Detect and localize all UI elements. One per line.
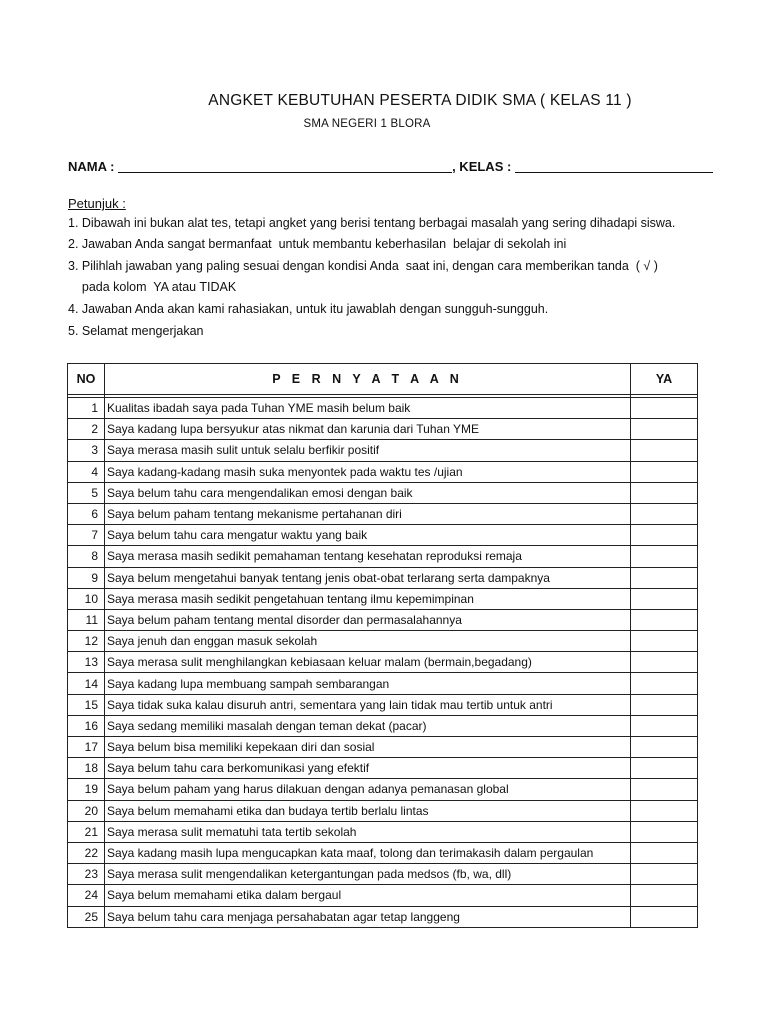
- row-statement: Saya belum memahami etika dalam bergaul: [105, 885, 631, 906]
- table-row: [68, 461, 698, 482]
- table-row: [68, 503, 698, 524]
- identity-row: [68, 159, 708, 174]
- table-row: [68, 631, 698, 652]
- ya-answer-cell[interactable]: [631, 652, 698, 673]
- table-row: [68, 567, 698, 588]
- table-row: [68, 864, 698, 885]
- table-row: [68, 673, 698, 694]
- table-row: [68, 398, 698, 419]
- table-row: [68, 694, 698, 715]
- row-statement: Saya belum paham yang harus dilakuan dengan adanya pemanasan global: [105, 779, 631, 800]
- table-row: [68, 715, 698, 736]
- ya-answer-cell[interactable]: [631, 546, 698, 567]
- row-number: 21: [68, 821, 105, 842]
- table-header-row: [68, 364, 698, 395]
- ya-answer-cell[interactable]: [631, 673, 698, 694]
- kelas-label: , KELAS :: [452, 159, 515, 174]
- row-statement: Saya kadang-kadang masih suka menyontek pada waktu tes /ujian: [105, 461, 631, 482]
- row-statement: Saya kadang masih lupa mengucapkan kata maaf, tolong dan terimakasih dalam pergaulan: [105, 842, 631, 863]
- row-statement: Saya belum mengetahui banyak tentang jenis obat-obat terlarang serta dampaknya: [105, 567, 631, 588]
- row-number: 17: [68, 737, 105, 758]
- row-statement: Saya jenuh dan enggan masuk sekolah: [105, 631, 631, 652]
- table-row: [68, 779, 698, 800]
- ya-answer-cell[interactable]: [631, 440, 698, 461]
- row-number: 13: [68, 652, 105, 673]
- row-statement: Saya belum memahami etika dan budaya tertib berlalu lintas: [105, 800, 631, 821]
- table-row: [68, 652, 698, 673]
- row-number: 9: [68, 567, 105, 588]
- ya-answer-cell[interactable]: [631, 842, 698, 863]
- table-row: [68, 737, 698, 758]
- row-number: 6: [68, 503, 105, 524]
- instruction-item: pada kolom YA atau TIDAK: [68, 280, 237, 294]
- instruction-item: 3. Pilihlah jawaban yang paling sesuai dengan kondisi Anda saat ini, dengan cara memberikan tanda ( √ ): [68, 259, 658, 273]
- row-number: 22: [68, 842, 105, 863]
- ya-answer-cell[interactable]: [631, 800, 698, 821]
- questionnaire-table: [67, 363, 698, 928]
- row-number: 11: [68, 609, 105, 630]
- row-statement: Saya kadang lupa membuang sampah sembarangan: [105, 673, 631, 694]
- table-row: [68, 821, 698, 842]
- row-statement: Saya belum tahu cara mengendalikan emosi dengan baik: [105, 482, 631, 503]
- table-row: [68, 525, 698, 546]
- ya-answer-cell[interactable]: [631, 419, 698, 440]
- row-number: 2: [68, 419, 105, 440]
- ya-answer-cell[interactable]: [631, 482, 698, 503]
- ya-answer-cell[interactable]: [631, 503, 698, 524]
- row-statement: Saya merasa masih sulit untuk selalu berfikir positif: [105, 440, 631, 461]
- ya-answer-cell[interactable]: [631, 694, 698, 715]
- row-statement: Saya merasa sulit mengendalikan ketergantungan pada medsos (fb, wa, dll): [105, 864, 631, 885]
- table-row: [68, 885, 698, 906]
- ya-answer-cell[interactable]: [631, 779, 698, 800]
- row-number: 8: [68, 546, 105, 567]
- table-row: [68, 482, 698, 503]
- table-row: [68, 842, 698, 863]
- row-number: 3: [68, 440, 105, 461]
- row-number: 16: [68, 715, 105, 736]
- nama-field[interactable]: [118, 160, 452, 173]
- row-number: 20: [68, 800, 105, 821]
- row-statement: Saya kadang lupa bersyukur atas nikmat dan karunia dari Tuhan YME: [105, 419, 631, 440]
- row-number: 14: [68, 673, 105, 694]
- table-row: [68, 440, 698, 461]
- ya-answer-cell[interactable]: [631, 461, 698, 482]
- row-number: 23: [68, 864, 105, 885]
- ya-answer-cell[interactable]: [631, 525, 698, 546]
- header-ya: YA: [631, 364, 698, 395]
- ya-answer-cell[interactable]: [631, 631, 698, 652]
- row-statement: Saya merasa masih sedikit pengetahuan tentang ilmu kepemimpinan: [105, 588, 631, 609]
- ya-answer-cell[interactable]: [631, 588, 698, 609]
- row-statement: Saya merasa sulit mematuhi tata tertib sekolah: [105, 821, 631, 842]
- row-statement: Saya belum tahu cara menjaga persahabatan agar tetap langgeng: [105, 906, 631, 927]
- row-number: 12: [68, 631, 105, 652]
- row-statement: Saya belum tahu cara mengatur waktu yang baik: [105, 525, 631, 546]
- row-statement: Saya belum paham tentang mental disorder dan permasalahannya: [105, 609, 631, 630]
- ya-answer-cell[interactable]: [631, 758, 698, 779]
- row-statement: Saya tidak suka kalau disuruh antri, sementara yang lain tidak mau tertib untuk antri: [105, 694, 631, 715]
- row-number: 24: [68, 885, 105, 906]
- row-statement: Saya sedang memiliki masalah dengan teman dekat (pacar): [105, 715, 631, 736]
- instructions-heading: Petunjuk :: [68, 196, 126, 211]
- table-row: [68, 546, 698, 567]
- row-statement: Saya belum paham tentang mekanisme pertahanan diri: [105, 503, 631, 524]
- row-number: 4: [68, 461, 105, 482]
- row-statement: Saya belum tahu cara berkomunikasi yang efektif: [105, 758, 631, 779]
- ya-answer-cell[interactable]: [631, 864, 698, 885]
- ya-answer-cell[interactable]: [631, 885, 698, 906]
- instruction-item: 5. Selamat mengerjakan: [68, 324, 204, 338]
- row-statement: Saya merasa sulit menghilangkan kebiasaan keluar malam (bermain,begadang): [105, 652, 631, 673]
- row-number: 1: [68, 398, 105, 419]
- table-row: [68, 800, 698, 821]
- row-number: 25: [68, 906, 105, 927]
- instruction-item: 2. Jawaban Anda sangat bermanfaat untuk membantu keberhasilan belajar di sekolah ini: [68, 237, 567, 251]
- row-number: 10: [68, 588, 105, 609]
- header-statement: P E R N Y A T A A N: [105, 364, 631, 395]
- page-title: ANGKET KEBUTUHAN PESERTA DIDIK SMA ( KELAS 11 ): [208, 92, 632, 109]
- table-row: [68, 906, 698, 927]
- row-statement: Saya belum bisa memiliki kepekaan diri dan sosial: [105, 737, 631, 758]
- row-number: 7: [68, 525, 105, 546]
- ya-answer-cell[interactable]: [631, 906, 698, 927]
- ya-answer-cell[interactable]: [631, 821, 698, 842]
- ya-answer-cell[interactable]: [631, 737, 698, 758]
- table-row: [68, 609, 698, 630]
- ya-answer-cell[interactable]: [631, 715, 698, 736]
- school-name: SMA NEGERI 1 BLORA: [303, 118, 431, 130]
- table-row: [68, 419, 698, 440]
- row-statement: Saya merasa masih sedikit pemahaman tentang kesehatan reproduksi remaja: [105, 546, 631, 567]
- nama-label: NAMA :: [68, 159, 119, 174]
- instruction-item: 1. Dibawah ini bukan alat tes, tetapi angket yang berisi tentang berbagai masalah yang sering dihadapi siswa.: [68, 216, 676, 230]
- table-row: [68, 588, 698, 609]
- row-number: 19: [68, 779, 105, 800]
- ya-answer-cell[interactable]: [631, 398, 698, 419]
- row-number: 5: [68, 482, 105, 503]
- row-number: 18: [68, 758, 105, 779]
- kelas-field[interactable]: [515, 160, 713, 173]
- table-row: [68, 758, 698, 779]
- instruction-item: 4. Jawaban Anda akan kami rahasiakan, untuk itu jawablah dengan sungguh-sungguh.: [68, 302, 549, 316]
- row-number: 15: [68, 694, 105, 715]
- row-statement: Kualitas ibadah saya pada Tuhan YME masih belum baik: [105, 398, 631, 419]
- ya-answer-cell[interactable]: [631, 567, 698, 588]
- header-no: NO: [68, 364, 105, 395]
- ya-answer-cell[interactable]: [631, 609, 698, 630]
